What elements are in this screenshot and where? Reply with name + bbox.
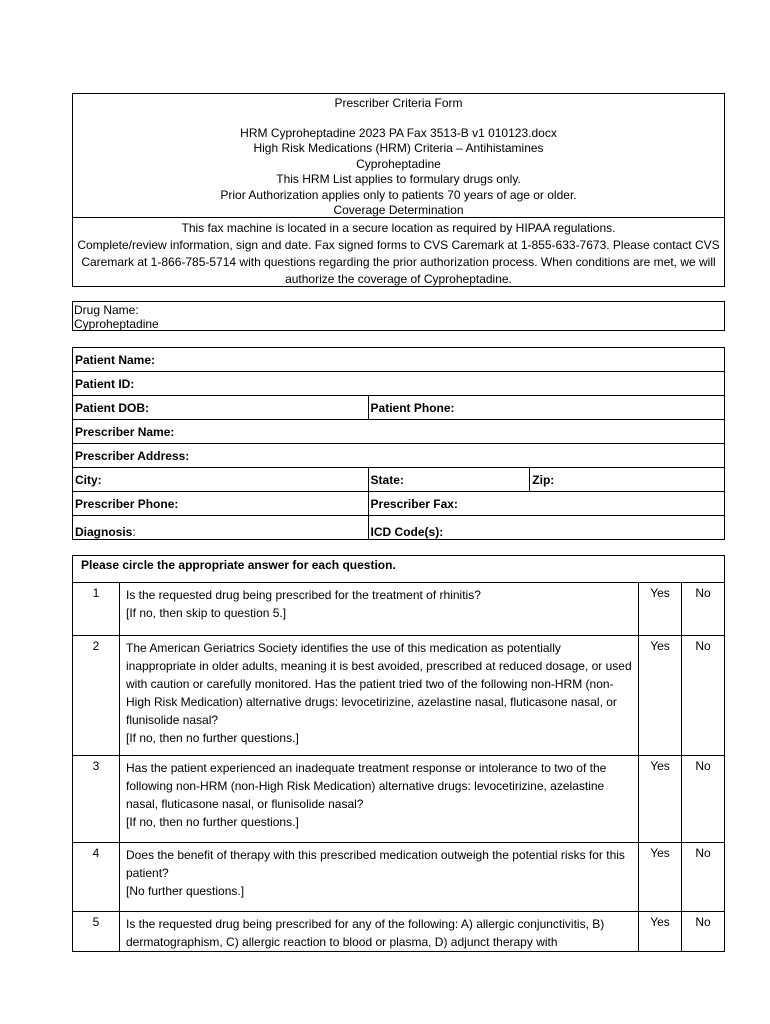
age-note: Prior Authorization applies only to patients 70 years of age or older. (220, 187, 577, 202)
question-number: 4 (73, 843, 120, 912)
question-row (73, 912, 725, 952)
coverage-determination: Coverage Determination (333, 203, 464, 217)
question-line: Is the requested drug being prescribed for the treatment of rhinitis? (126, 588, 481, 602)
document-filename: HRM Cyproheptadine 2023 PA Fax 3513-B v1 010123.docx (240, 125, 557, 140)
no-option[interactable]: No (682, 583, 725, 636)
form-title: Prescriber Criteria Form (334, 96, 463, 110)
question-number: 2 (73, 636, 120, 756)
questions-table (72, 555, 725, 952)
yes-option[interactable]: Yes (639, 756, 682, 843)
question-text (120, 636, 639, 756)
question-line: [If no, then no further questions.] (126, 815, 299, 829)
question-text (120, 912, 639, 952)
prescriber-phone-field[interactable]: Prescriber Phone: (73, 492, 369, 516)
drug-name-label: Drug Name: (74, 303, 139, 317)
formulary-note: This HRM List applies to formulary drugs only. (276, 172, 521, 186)
drug-name-value: Cyproheptadine (74, 317, 159, 331)
question-line: [No further questions.] (126, 884, 245, 898)
question-number: 3 (73, 756, 120, 843)
criteria-title: High Risk Medications (HRM) Criteria – Antihistamines (253, 141, 544, 155)
question-text (120, 843, 639, 912)
yes-option[interactable]: Yes (639, 583, 682, 636)
fax-notice (72, 217, 725, 287)
question-line: [If no, then no further questions.] (126, 731, 299, 745)
yes-option[interactable]: Yes (639, 843, 682, 912)
patient-phone-field[interactable]: Patient Phone: (368, 396, 724, 420)
hipaa-notice: This fax machine is located in a secure location as required by HIPAA regulations. (181, 221, 616, 235)
no-option[interactable]: No (682, 843, 725, 912)
question-text (120, 583, 639, 636)
prescriber-address-field[interactable]: Prescriber Address: (73, 444, 725, 468)
prescriber-fax-field[interactable]: Prescriber Fax: (368, 492, 724, 516)
diagnosis-label: Diagnosis (75, 525, 133, 539)
drug-name-box (72, 301, 725, 331)
no-option[interactable]: No (682, 636, 725, 756)
question-line: Does the benefit of therapy with this prescribed medication outweigh the potential risks for this patient? (126, 848, 625, 880)
question-number: 5 (73, 912, 120, 952)
form-header (72, 93, 725, 218)
question-line: Is the requested drug being prescribed for any of the following: A) allergic conjunctivitis, B) dermatographism, C) allergic reaction to blood or plasma, D) adjunct therapy with (126, 917, 605, 949)
question-number: 1 (73, 583, 120, 636)
drug-title: Cyproheptadine (356, 156, 441, 171)
instructions-notice: Complete/review information, sign and date. Fax signed forms to CVS Caremark at 1-855-633-7673. Please contact CVS Caremark at 1-866-785-5714 with questions regarding the prior authorization process. When conditions are met, we will authorize the coverage of Cyproheptadine. (77, 238, 720, 286)
prescriber-name-field[interactable]: Prescriber Name: (73, 420, 725, 444)
question-row (73, 843, 725, 912)
questions-instruction: Please circle the appropriate answer for each question. (73, 556, 725, 583)
question-row (73, 756, 725, 843)
question-row (73, 636, 725, 756)
patient-id-field[interactable]: Patient ID: (73, 372, 725, 396)
question-line: The American Geriatrics Society identifies the use of this medication as potentially inappropriate in older adults, meaning it is best avoided, prescribed at reduced dosage, or used with caution or carefully monitored. Has the patient tried two of the following non-HRM (non-High Risk Medication) alternative drugs: levocetirizine, azelastine nasal, fluticasone nasal, or flunisolide nasal? (126, 641, 632, 727)
yes-option[interactable]: Yes (639, 912, 682, 952)
question-line: [If no, then skip to question 5.] (126, 606, 287, 620)
diagnosis-colon: : (132, 525, 136, 539)
patient-name-field[interactable]: Patient Name: (73, 348, 725, 372)
patient-info-table (72, 347, 725, 540)
question-text (120, 756, 639, 843)
state-field[interactable]: State: (368, 468, 530, 492)
no-option[interactable]: No (682, 756, 725, 843)
no-option[interactable]: No (682, 912, 725, 952)
patient-dob-field[interactable]: Patient DOB: (73, 396, 369, 420)
city-field[interactable]: City: (73, 468, 369, 492)
zip-field[interactable]: Zip: (530, 468, 725, 492)
icd-codes-field[interactable]: ICD Code(s): (368, 516, 724, 540)
diagnosis-field[interactable] (73, 516, 369, 540)
yes-option[interactable]: Yes (639, 636, 682, 756)
question-line: Has the patient experienced an inadequate treatment response or intolerance to two of the following non-HRM (non-High Risk Medication) alternative drugs: levocetirizine, azelastine nasal, fluticasone nasal, or flunisolide nasal? (126, 761, 607, 811)
question-row (73, 583, 725, 636)
